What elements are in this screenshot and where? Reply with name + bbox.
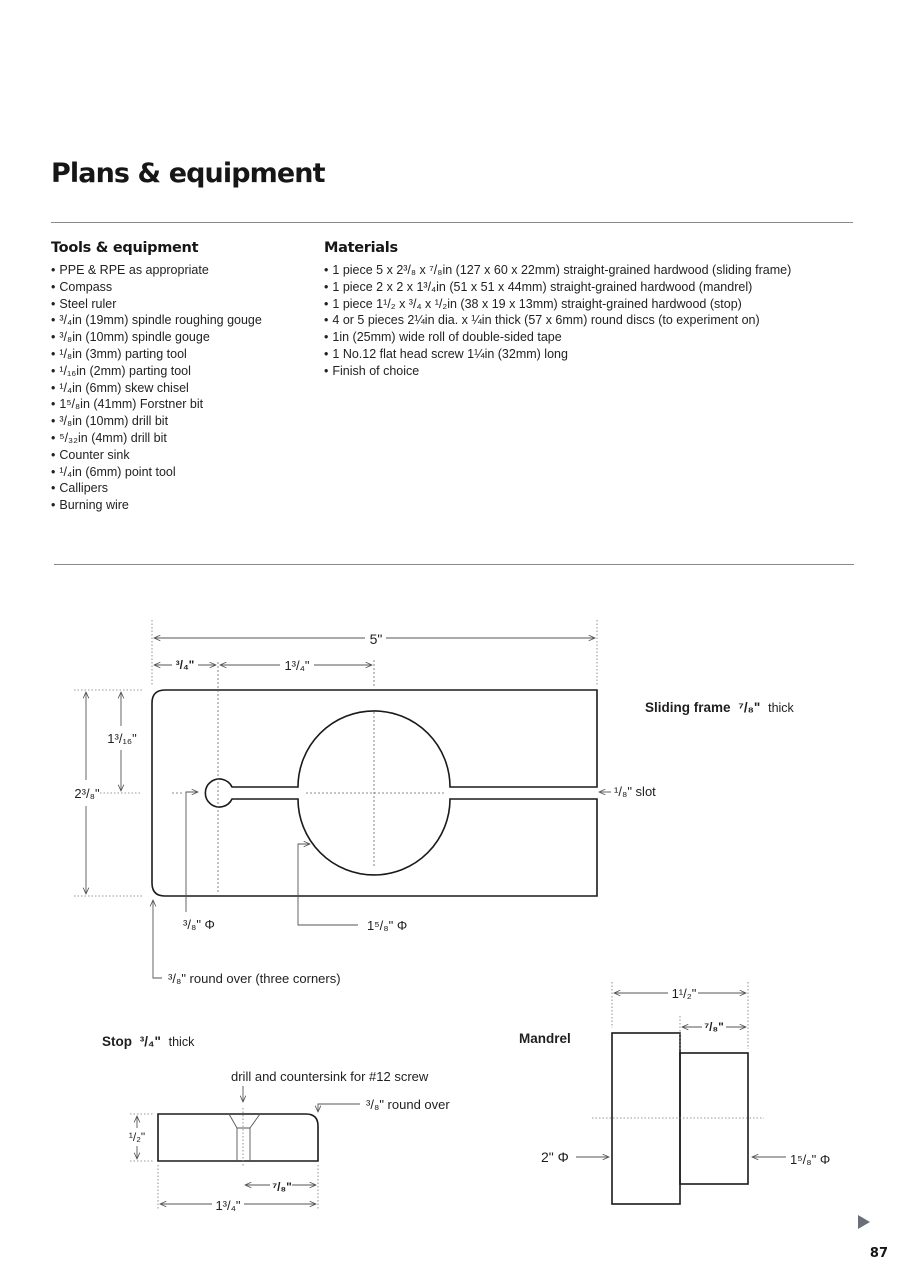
stop-title-dim: ³/₄" xyxy=(139,1034,161,1049)
dim-label-half-height: 1³/₁₆" xyxy=(107,731,137,746)
dim-label-center-offset: 1³/₄" xyxy=(284,658,310,673)
roundover-label: ³/₈" round over (three corners) xyxy=(168,971,341,986)
list-item: • PPE & RPE as appropriate xyxy=(51,262,262,279)
materials-heading: Materials xyxy=(324,240,398,256)
list-item: • ³/₄in (19mm) spindle roughing gouge xyxy=(51,312,262,329)
list-item: • 1in (25mm) wide roll of double-sided tape xyxy=(324,329,791,346)
mandrel-tenon xyxy=(680,1053,748,1184)
list-item: • 1 piece 5 x 2³/₈ x ⁷/₈in (127 x 60 x 22mm) straight-grained hardwood (sliding frame) xyxy=(324,262,791,279)
dim-label-hole-offset: ³/₄" xyxy=(175,658,195,672)
list-item: • ³/₈in (10mm) spindle gouge xyxy=(51,329,262,346)
stop-diagram xyxy=(102,1034,450,1213)
page-number: 87 xyxy=(869,1246,888,1261)
sliding-frame-title xyxy=(645,700,795,715)
leader-line xyxy=(186,792,198,912)
sliding-frame-title-suffix: thick xyxy=(768,701,794,715)
mandrel-dim-small-dia: 1⁵/₈" Φ xyxy=(790,1152,831,1167)
stop-roundover-label: ³/₈" round over xyxy=(366,1097,450,1112)
mandrel-diagram xyxy=(519,982,830,1204)
list-item: • Counter sink xyxy=(51,447,262,464)
slot-label: ¹/₈" slot xyxy=(614,784,656,799)
list-item: • Callipers xyxy=(51,480,262,497)
list-item: • ³/₈in (10mm) drill bit xyxy=(51,413,262,430)
page-title: Plans & equipment xyxy=(51,158,325,189)
big-hole-label: 1⁵/₈" Φ xyxy=(367,918,408,933)
stop-outline xyxy=(158,1114,318,1161)
mandrel-dim-tenon: ⁷/₈" xyxy=(704,1020,724,1034)
list-item: • Burning wire xyxy=(51,497,262,514)
list-item: • 1 No.12 flat head screw 1¼in (32mm) long xyxy=(324,346,791,363)
dim-label-length: 5" xyxy=(369,631,383,647)
stop-title-suffix: thick xyxy=(168,1035,195,1049)
list-item: • 4 or 5 pieces 2¼in dia. x ¼in thick (57 x 6mm) round discs (to experiment on) xyxy=(324,312,791,329)
list-item: • ¹/₈in (3mm) parting tool xyxy=(51,346,262,363)
list-item: • ⁵/₃₂in (4mm) drill bit xyxy=(51,430,262,447)
sliding-frame-title-dim: ⁷/₈" xyxy=(738,700,761,715)
stop-title-name: Stop xyxy=(102,1034,132,1049)
list-item: • 1⁵/₈in (41mm) Forstner bit xyxy=(51,396,262,413)
list-item: • Finish of choice xyxy=(324,363,791,380)
stop-dim-height: ¹/₂" xyxy=(128,1130,146,1144)
next-page-arrow-icon[interactable] xyxy=(858,1215,870,1229)
countersink-outline xyxy=(229,1114,260,1161)
list-item: • ¹/₄in (6mm) skew chisel xyxy=(51,380,262,397)
drill-label: drill and countersink for #12 screw xyxy=(231,1069,429,1084)
list-item: • 1 piece 1¹/₂ x ³/₄ x ¹/₂in (38 x 19 x 13mm) straight-grained hardwood (stop) xyxy=(324,296,791,313)
leader-line xyxy=(153,900,162,978)
mandrel-dim-large-dia: 2" Φ xyxy=(541,1149,569,1165)
tools-heading: Tools & equipment xyxy=(51,240,199,256)
list-item: • 1 piece 2 x 2 x 1³/₄in (51 x 51 x 44mm) straight-grained hardwood (mandrel) xyxy=(324,279,791,296)
dim-label-height: 2³/₈" xyxy=(74,786,100,801)
sliding-frame-diagram xyxy=(74,620,795,986)
stop-dim-hole-offset: ⁷/₈" xyxy=(272,1180,292,1194)
stop-title xyxy=(102,1034,195,1049)
small-hole-label: ³/₈" Φ xyxy=(183,917,215,932)
stop-dim-length: 1³/₄" xyxy=(215,1198,241,1213)
list-item: • Compass xyxy=(51,279,262,296)
list-item: • Steel ruler xyxy=(51,296,262,313)
leader-line xyxy=(318,1104,360,1112)
mandrel-title: Mandrel xyxy=(519,1031,571,1046)
sliding-frame-title-name: Sliding frame xyxy=(645,700,731,715)
leader-line xyxy=(298,844,358,925)
mandrel-dim-total: 1¹/₂" xyxy=(671,986,697,1001)
mandrel-body xyxy=(612,1033,680,1204)
list-item: • ¹/₁₆in (2mm) parting tool xyxy=(51,363,262,380)
list-item: • ¹/₄in (6mm) point tool xyxy=(51,464,262,481)
